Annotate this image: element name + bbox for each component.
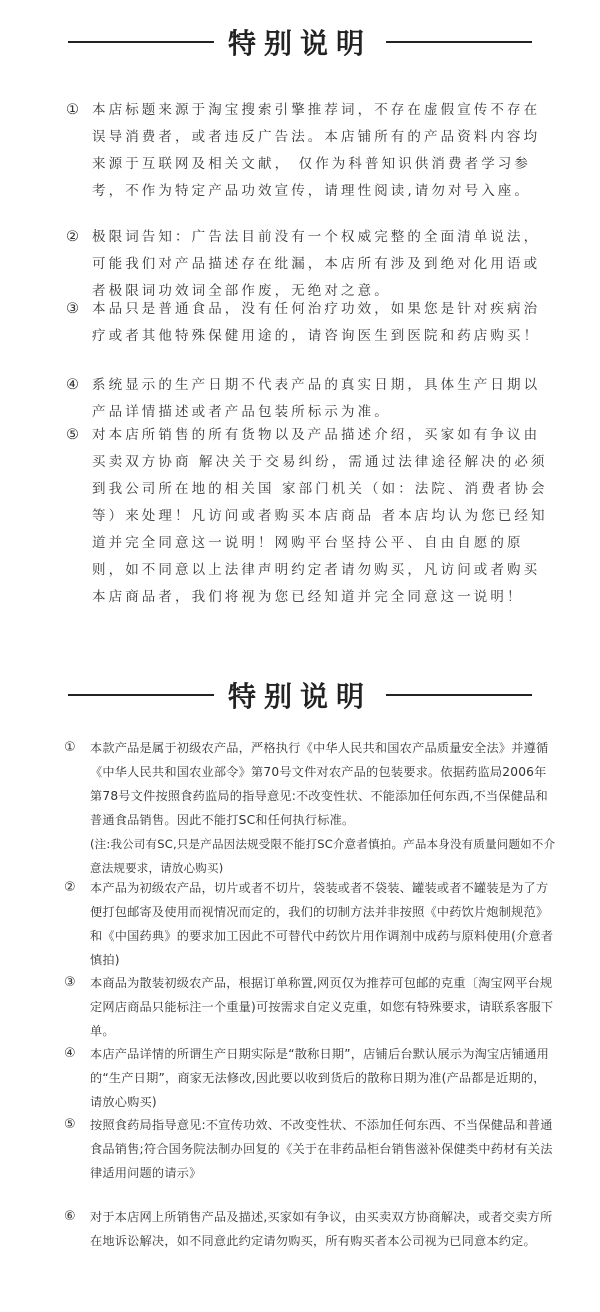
notice-item-1	[64, 736, 556, 880]
notice-item-4	[66, 372, 552, 426]
item-text: 本店产品详情的所谓生产日期实际是“散称日期”，店铺后台默认展示为淘宝店铺通用的“生产日期”，商家无法修改,因此要以收到货后的散称日期为准(产品都是近期的，请放心购买)	[90, 1047, 549, 1109]
item-text: 本店标题来源于淘宝搜索引擎推荐词，不存在虚假宣传不存在误导消费者，或者违反广告法。本店铺所有的产品资料内容均来源于互联网及相关文献， 仅作为科普知识供消费者学习参考，不作为特定产品功效宣传，请理性阅读,请勿对号入座。	[92, 102, 541, 199]
item-text: 极限词告知：广告法目前没有一个权威完整的全面清单说法， 可能我们对产品描述存在纰漏，本店所有涉及到绝对化用语或者极限词功效词全部作废，无绝对之意。	[92, 229, 541, 299]
item-body	[90, 736, 556, 880]
item-number: ①	[66, 102, 79, 118]
section1-title: 特别说明	[227, 27, 372, 60]
title-rule-left	[68, 694, 214, 696]
item-text: 对于本店网上所销售产品及描述,买家如有争议，由买卖双方协商解决，或者交卖方所在地诉讼解决，如不同意此约定请勿购买，所有购买者本公司视为已同意本约定。	[90, 1210, 553, 1248]
notice-item-4	[64, 1042, 556, 1114]
notice-item-2	[64, 876, 556, 972]
item-text: 对本店所销售的所有货物以及产品描述介绍，买家如有争议由买卖双方协商 解决关于交易纠纷，需通过法律途径解决的必须到我公司所在地的相关国 家部门机关（如：法院、消费者协会等）来处理！凡访问或者购买本店商品 者本店均认为您已经知道并完全同意这一说明！网购平台坚持公平、自由自愿的原则，如不同意以上法律声明约定者请勿购买，凡访问或者购买本店商品者，我们将视为您已经知道并完全同意这一说明！	[92, 427, 548, 605]
item-text: 按照食药局指导意见:不宣传功效、不改变性状、不添加任何东西、不当保健品和普通食品销售;符合国务院法制办回复的《关于在非药品柜台销售滋补保健类中药材有关法律适用问题的请示》	[90, 1118, 553, 1180]
item-number: ④	[66, 377, 79, 393]
item-number: ③	[64, 975, 76, 990]
notice-item-3	[66, 296, 552, 350]
section2-header	[0, 675, 600, 715]
notice-item-1	[66, 97, 552, 205]
item-number: ②	[64, 880, 76, 895]
item-text: 本款产品是属于初级农产品，严格执行《中华人民共和国农产品质量安全法》并遵循《中华人民共和国农业部令》第70号文件对农产品的包装要求。依据药监局2006年第78号文件按照食药监局的指导意见:不改变性状、不能添加任何东西,不当保健品和普通食品销售。因此不能打SC和任何执行标准。	[90, 741, 549, 827]
title-rule-right	[386, 694, 532, 696]
item-number: ④	[64, 1046, 76, 1061]
item-text: 系统显示的生产日期不代表产品的真实日期，具体生产日期以产品详情描述或者产品包装所标示为准。	[92, 377, 541, 420]
notice-item-5	[66, 422, 552, 611]
notice-item-3	[64, 971, 556, 1043]
item-number: ②	[66, 229, 79, 245]
section2-title: 特别说明	[227, 680, 372, 713]
item-number: ⑥	[64, 1209, 76, 1224]
item-number: ①	[64, 740, 76, 755]
notice-item-2	[66, 224, 552, 305]
notice-item-6	[64, 1205, 556, 1253]
title-rule-left	[68, 41, 214, 43]
notice-item-5	[64, 1113, 556, 1185]
item-number: ⑤	[64, 1117, 76, 1132]
item-number: ③	[66, 301, 79, 317]
title-rule-right	[386, 41, 532, 43]
item-note: (注:我公司有SC,只是产品因法规受限不能打SC介意者慎拍。产品本身没有质量问题如不介意法规要求，请放心购买)	[90, 837, 556, 875]
item-number: ⑤	[66, 427, 79, 443]
item-text: 本产品为初级农产品，切片或者不切片，袋装或者不袋装、罐装或者不罐装是为了方便打包邮寄及使用而视情况而定的，我们的切制方法并非按照《中药饮片炮制规范》和《中国药典》的要求加工因此不可替代中药饮片用作调剂中成药与原料使用(介意者慎拍)	[90, 881, 554, 967]
item-text: 本商品为散装初级农产品，根据订单称置,网页仅为推荐可包邮的克重〔淘宝网平台规定网店商品只能标注一个重量)可按需求自定义克重，如您有特殊要求，请联系客服下单。	[90, 976, 554, 1038]
section1-header	[0, 22, 600, 62]
item-text: 本品只是普通食品，没有任何治疗功效，如果您是针对疾病治疗或者其他特殊保健用途的，请咨询医生到医院和药店购买！	[92, 301, 541, 344]
